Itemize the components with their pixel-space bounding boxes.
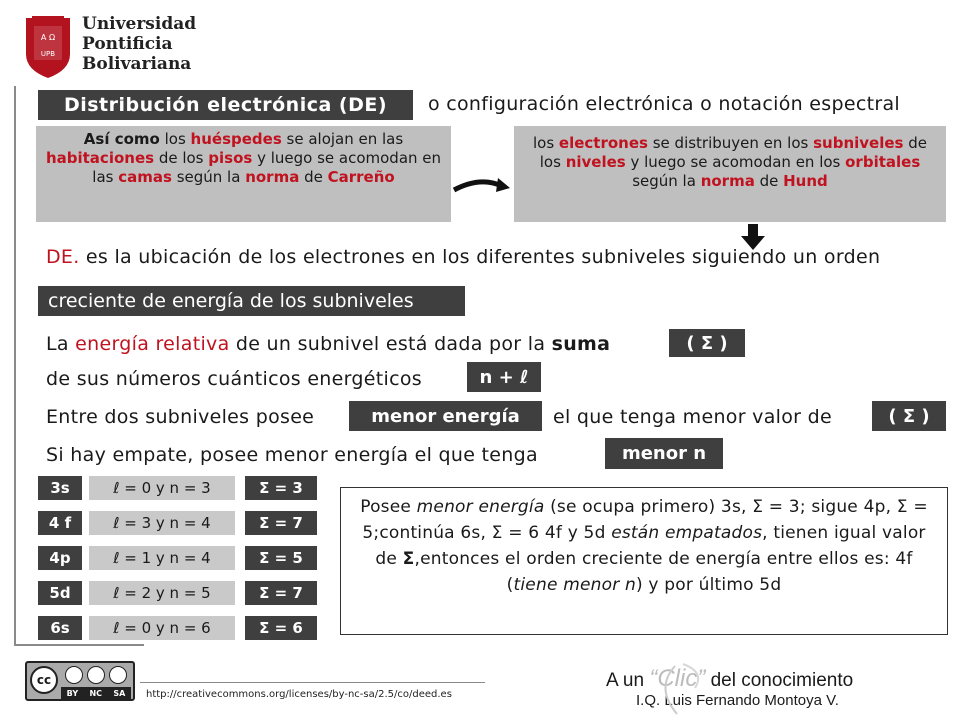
cc-sa-icon [109,666,127,684]
definition-de: DE. [46,246,80,268]
logo-line-2: Pontificia [82,34,173,54]
quantum-line: de sus números cuánticos energéticos [46,368,422,390]
summary-text [360,497,928,595]
text-run: Así como [83,130,160,148]
text-run: menor energía [416,497,545,517]
cc-label-nc: NC [89,688,103,698]
text-run: Posee [360,497,417,517]
text-run: y luego se acomodan en los [625,153,846,171]
frame-horizontal-line [14,644,144,646]
cc-label-by: BY [66,688,79,698]
text-run: y luego se acomodan en las [92,149,442,186]
text-run: Σ [402,549,415,569]
cc-license-badge[interactable] [25,661,135,701]
sigma-box-2: ( Σ ) [872,401,946,431]
text-run: , tienen igual valor de [375,523,926,569]
text-run: electrones [558,134,648,152]
frame-footer-line [140,682,485,683]
table-row-4-sum: Σ = 6 [245,616,317,640]
table-row-1-sub: 4 f [38,511,82,535]
definition-line [46,246,880,268]
text-run: los [159,130,191,148]
cc-logo-icon: cc [30,666,58,694]
table-row-3-sum: Σ = 7 [245,581,317,605]
n-plus-l-box: n + ℓ [467,362,541,392]
curved-arrow-icon [452,172,512,196]
tagline-pre: A un [606,670,645,691]
sigma-box-1: ( Σ ) [669,329,745,357]
text-run: Hund [783,172,828,190]
title-box: Distribución electrónica (DE) [38,90,413,120]
energy-red: energía relativa [75,333,230,355]
text-run: según la [632,172,701,190]
table-row-2-sub: 4p [38,546,82,570]
text-run: niveles [565,153,626,171]
text-run: norma [245,168,300,186]
cc-nc-icon [87,666,105,684]
summary-box [340,487,948,635]
shield-icon [22,10,74,80]
tagline-post: del conocimiento [710,670,854,691]
text-run: (se ocupa primero) 3s, Σ = 3; sigue 4p, Σ = 5;continúa 6s, Σ = 6 4f y 5d [362,497,928,543]
frame-vertical-line [14,86,16,646]
text-run: tiene menor n [513,575,636,595]
text-run: ,entonces el orden creciente de energía entre ellos es: 4f ( [414,549,913,595]
definition-text: es la ubicación de los electrones en los diferentes subniveles siguiendo un orden [85,246,881,268]
table-row-3-rule: ℓ = 2 y n = 5 [89,581,235,605]
analogy-left-text [46,130,441,186]
tagline-clic: “Clic” [649,665,706,692]
text-run: camas [118,168,172,186]
increasing-box: creciente de energía de los subniveles [38,286,465,316]
text-run: habitaciones [45,149,155,167]
text-run: se distribuyen en los [647,134,814,152]
text-run: huéspedes [190,130,282,148]
text-run: de los [154,149,209,167]
text-run: se alojan en las [281,130,404,148]
cc-label-sa: SA [113,688,126,698]
table-row-1-rule: ℓ = 3 y n = 4 [89,511,235,535]
table-row-1-sum: Σ = 7 [245,511,317,535]
text-run: Carreño [327,168,395,186]
energy-mid: de un subnivel está dada por la [229,333,552,355]
analogy-right-box [514,126,946,222]
cc-label-bar [61,687,131,699]
svg-text:UPB: UPB [40,50,56,58]
menor-energia-box: menor energía [349,401,542,431]
table-row-0-sub: 3s [38,476,82,500]
text-run: de [754,172,784,190]
table-row-0-rule: ℓ = 0 y n = 3 [89,476,235,500]
text-run: de los [539,134,927,171]
license-link[interactable]: http://creativecommons.org/licenses/by-nc-sa/2.5/co/deed.es [146,689,452,700]
text-run: de [299,168,328,186]
energy-pre: La [46,333,76,355]
author: I.Q. Luis Fernando Montoya V. [636,692,839,709]
between-post: el que tenga menor valor de [553,406,832,428]
logo-line-1: Universidad [82,14,197,34]
analogy-left-box [36,126,451,222]
text-run: están empatados [611,523,763,543]
menor-n-box: menor n [605,438,723,469]
title-rest: o configuración electrónica o notación espectral [428,93,900,115]
mouse-cursor-swoosh-icon [635,658,725,718]
svg-text:A Ω: A Ω [40,33,56,42]
text-run: ) y por último 5d [635,575,782,595]
university-logo [22,10,197,80]
text-run: pisos [208,149,253,167]
energy-bold: suma [551,333,611,355]
text-run: orbitales [845,153,921,171]
table-row-2-sum: Σ = 5 [245,546,317,570]
tie-line: Si hay empate, posee menor energía el que tenga [46,444,538,466]
logo-line-3: Bolivariana [82,54,192,74]
table-row-4-sub: 6s [38,616,82,640]
energy-line [46,333,610,355]
between-pre: Entre dos subniveles posee [46,406,315,428]
analogy-right-text [533,134,927,190]
table-row-4-rule: ℓ = 0 y n = 6 [89,616,235,640]
text-run: norma [700,172,755,190]
table-row-2-rule: ℓ = 1 y n = 4 [89,546,235,570]
cc-by-icon [65,666,83,684]
table-row-0-sum: Σ = 3 [245,476,317,500]
text-run: según la [171,168,246,186]
table-row-3-sub: 5d [38,581,82,605]
text-run: subniveles [813,134,904,152]
text-run: los [532,134,559,152]
